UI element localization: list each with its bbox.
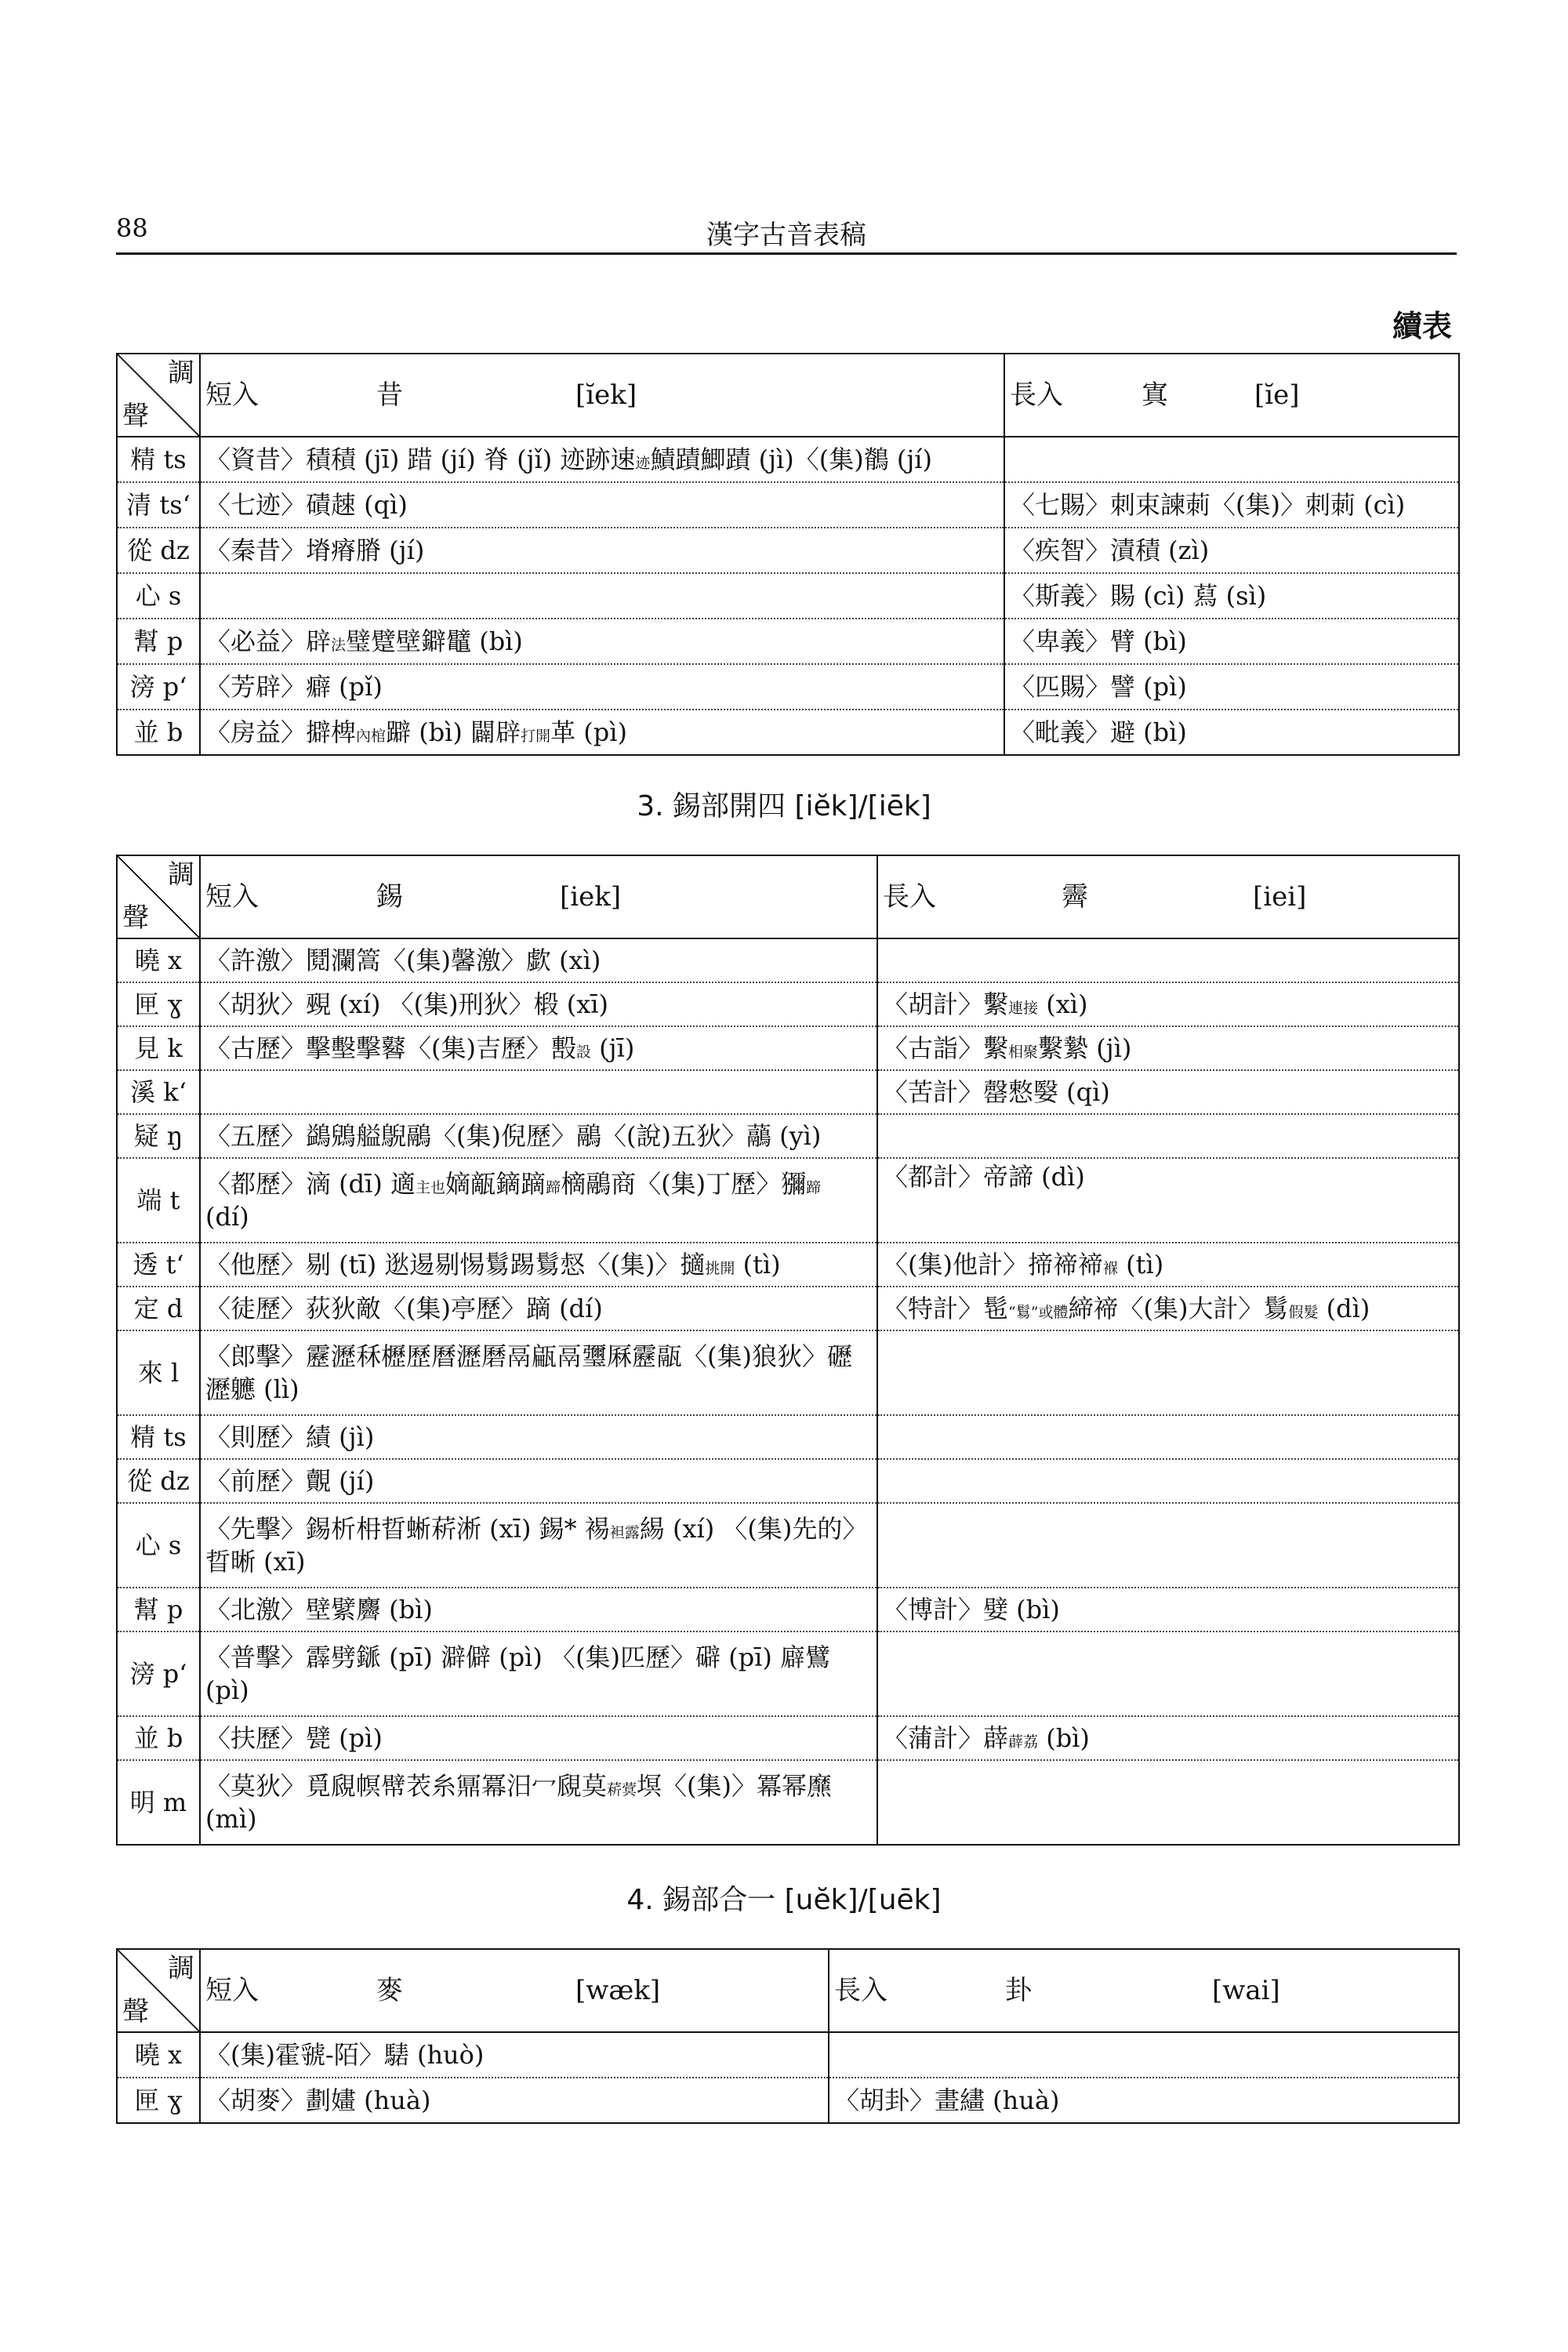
long-entry-header: 長入 霽 [iei]: [877, 855, 1459, 938]
table-row: 心 s 〈斯義〉賜 (cì) 蕮 (sì): [117, 573, 1459, 619]
long-entry-header: 長入 卦 [wai]: [829, 1949, 1459, 2032]
section-3-heading: 3. 錫部開四 [iĕk]/[iēk]: [637, 790, 931, 822]
corner-cell: 調 聲: [117, 855, 200, 938]
table-row: 明 m 〈莫狄〉覓覛幎幦䒾糸鼏冪汨冖覛莫菥蓂塓〈(集)〉冪幂爢 (mì): [117, 1760, 1459, 1845]
table-row: 匣 ɣ 〈胡麥〉劃嫿 (huà) 〈胡卦〉畫繣 (huà): [117, 2078, 1459, 2123]
table-row: 從 dz 〈前歷〉覿 (jí): [117, 1459, 1459, 1503]
table-row: 曉 x 〈許激〉鬩瀾篙〈(集)馨激〉歔 (xì): [117, 938, 1459, 982]
short-entry-header: 短入 麥 [wæk]: [200, 1949, 829, 2032]
corner-cell: 調 聲: [117, 1949, 200, 2032]
table-header-row: [117, 855, 1459, 938]
short-entry-header: 短入 錫 [iek]: [200, 855, 877, 938]
table-header-row: [117, 1949, 1459, 2032]
table-row: 定 d 〈徒歷〉荻狄敵〈(集)亭歷〉蹢 (dí) 〈特計〉髢“鬄”或體締禘〈(集)大計〉鬄假髮 (dì): [117, 1287, 1459, 1330]
table-row: 來 l 〈郎擊〉靂瀝秝櫪歷曆瀝磿鬲甂鬲瓕厤靂䰛〈(集)狼狄〉礰瀝軈 (lì): [117, 1330, 1459, 1415]
corner-initial: 聲: [122, 401, 149, 433]
continued-label: 續表: [1392, 309, 1452, 343]
table-row: 從 dz 〈秦昔〉塉瘠膌 (jí) 〈疾智〉漬積 (zì): [117, 528, 1459, 573]
table-row: 疑 ŋ 〈五歷〉鷁鶂艗鶃鷊〈(集)倪歷〉鷊〈(說)五狄〉虉 (yì): [117, 1114, 1459, 1158]
table-row: 幫 p 〈必益〉辟法璧躄壁鐴鼊 (bì) 〈卑義〉臂 (bì): [117, 619, 1459, 664]
long-entry-header: 長入 寘 [ĭe]: [1004, 354, 1459, 437]
table-row: 曉 x 〈(集)霍虢-陌〉騞 (huò): [117, 2032, 1459, 2078]
corner-tone: 調: [168, 358, 194, 389]
table-row: 端 t 〈都歷〉滴 (dī) 適主也嫡甋鏑蹢蹄樀鷊商〈(集)丁歷〉獼蹄 (dí) 〈都計〉帝諦 (dì): [117, 1158, 1459, 1243]
table-row: 心 s 〈先擊〉錫析枏晢蜥菥淅 (xī) 錫* 裼袒露緆 (xí) 〈(集)先的〉晢晰 (xī): [117, 1503, 1459, 1588]
table-section-3: [116, 855, 1460, 1846]
table-row: 滂 p‘ 〈普擊〉霹劈鎃 (pī) 澼僻 (pì) 〈(集)匹歷〉礔 (pī) 廦鷿 (pì): [117, 1632, 1459, 1716]
table-row: 精 ts 〈則歷〉績 (jì): [117, 1415, 1459, 1459]
table-row: 幫 p 〈北激〉壁繴麡 (bì) 〈博計〉嬖 (bì): [117, 1588, 1459, 1632]
table-section-4: [116, 1948, 1460, 2124]
short-entry-header: 短入 昔 [ĭek]: [200, 354, 1004, 437]
running-title: 漢字古音表稿: [706, 220, 866, 251]
table-row: 清 ts‘ 〈七迹〉磧趚 (qì) 〈七賜〉刺束諫莿〈(集)〉刺莿 (cì): [117, 482, 1459, 528]
table-row: 滂 p‘ 〈芳辟〉癖 (pǐ) 〈匹賜〉譬 (pì): [117, 664, 1459, 710]
section-4-heading: 4. 錫部合一 [uĕk]/[uēk]: [626, 1884, 942, 1916]
page-number: 88: [116, 213, 148, 243]
table-continued: [116, 353, 1460, 756]
table-row: 匣 ɣ 〈胡狄〉覡 (xí) 〈(集)刑狄〉椴 (xī) 〈胡計〉繫連接 (xì): [117, 982, 1459, 1026]
table-row: 透 t‘ 〈他歷〉剔 (tī) 逖逷剔惕鬄踢鬄惄〈(集)〉擿挑開 (tì) 〈(集)他計〉揥禘褅褓 (tì): [117, 1243, 1459, 1287]
page-header: [116, 212, 1457, 255]
corner-cell: [117, 354, 200, 437]
table-row: 溪 k‘ 〈苦計〉罄慗嫛 (qì): [117, 1070, 1459, 1114]
table-row: 見 k 〈古歷〉擊墼擊鼛〈(集)吉歷〉毄設 (jī) 〈古詣〉繫相聚繫縶 (jì): [117, 1026, 1459, 1070]
table-header-row: [117, 354, 1459, 437]
table-row: 並 b 〈扶歷〉甓 (pì) 〈蒲計〉薜薜荔 (bì): [117, 1716, 1459, 1760]
table-row: 精 ts 〈資昔〉積積 (jī) 踖 (jí) 脊 (jǐ) 迹跡速迹鰿蹟鯽蹟 (jì)〈(集)鶺 (jí): [117, 437, 1459, 482]
table-row: 並 b 〈房益〉擗椑內棺躃 (bì) 闢辟打開革 (pì) 〈毗義〉避 (bì): [117, 710, 1459, 755]
